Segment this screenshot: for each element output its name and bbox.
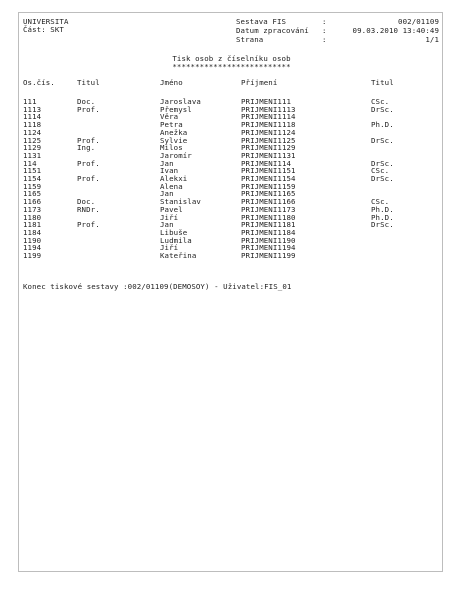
part-label: Část: SKT <box>23 25 64 34</box>
row-id: 1199 <box>23 251 42 260</box>
row-title-post: Ph.D. <box>371 120 394 130</box>
table-row <box>19 252 444 260</box>
row-title-pre: Prof. <box>77 135 100 145</box>
row-id: 1165 <box>23 189 42 199</box>
page-label: Strana <box>236 35 264 44</box>
row-first-name: Milos <box>160 143 183 153</box>
report-title: Tisk osob z číselníku osob <box>172 54 291 63</box>
row-first-name: Alena <box>160 181 183 191</box>
row-title-post: Ph.D. <box>371 212 394 222</box>
row-last-name: PRIJMENI114 <box>241 158 292 168</box>
row-id: 114 <box>23 158 37 168</box>
row-id: 1154 <box>23 174 42 183</box>
row-id: 1114 <box>23 112 42 122</box>
row-first-name: Jiří <box>160 243 179 253</box>
page-sep: : <box>322 35 327 44</box>
report-footer: Konec tiskové sestavy :002/01109(DEMOSOY) - Uživatel:FIS_01 <box>23 282 292 291</box>
row-first-name: Pavel <box>160 204 183 214</box>
row-id: 1173 <box>23 204 42 214</box>
row-title-pre: RNDr. <box>77 204 100 214</box>
row-title-pre: Prof. <box>77 104 100 114</box>
table-header <box>19 79 444 87</box>
row-title-post: CSc. <box>371 97 390 106</box>
row-id: 111 <box>23 97 37 106</box>
row-title-pre: Prof. <box>77 174 100 183</box>
row-title-post: DrSc. <box>371 220 394 230</box>
row-title-post: Ph.D. <box>371 204 394 214</box>
row-first-name: Ludmila <box>160 235 192 245</box>
row-last-name: PRIJMENI1114 <box>241 112 296 122</box>
row-first-name: Přemysl <box>160 104 192 114</box>
row-first-name: Petra <box>160 120 183 130</box>
row-first-name: Sylvie <box>160 135 188 145</box>
row-last-name: PRIJMENI1129 <box>241 143 296 153</box>
row-last-name: PRIJMENI1124 <box>241 127 296 137</box>
date-sep: : <box>322 26 327 35</box>
row-id: 1151 <box>23 166 42 176</box>
col-header-title-post: Titul <box>371 78 394 87</box>
row-title-pre: Doc. <box>77 97 96 106</box>
row-id: 1118 <box>23 120 42 130</box>
title-underline: ************************** <box>172 62 291 71</box>
row-id: 1166 <box>23 197 42 207</box>
row-first-name: Jaromír <box>160 150 192 160</box>
row-id: 1194 <box>23 243 42 253</box>
report-value: 002/01109 <box>398 17 439 26</box>
col-header-first-name: Jméno <box>160 78 183 87</box>
row-title-post: DrSc. <box>371 174 394 183</box>
row-first-name: Jaroslava <box>160 97 201 106</box>
report-label: Sestava FIS <box>236 17 287 26</box>
row-title-pre: Doc. <box>77 197 96 207</box>
row-last-name: PRIJMENI1113 <box>241 104 296 114</box>
row-first-name: Jan <box>160 158 174 168</box>
row-id: 1180 <box>23 212 42 222</box>
row-last-name: PRIJMENI1166 <box>241 197 296 207</box>
row-last-name: PRIJMENI1181 <box>241 220 296 230</box>
row-last-name: PRIJMENI1194 <box>241 243 296 253</box>
date-value: 09.03.2010 13:40:49 <box>352 26 439 35</box>
col-header-last-name: Příjmení <box>241 78 278 87</box>
row-id: 1181 <box>23 220 42 230</box>
row-id: 1113 <box>23 104 42 114</box>
row-title-post: DrSc. <box>371 135 394 145</box>
row-first-name: Libuše <box>160 227 188 237</box>
page-number: 1/1 <box>425 35 439 44</box>
report-page <box>18 12 443 572</box>
row-last-name: PRIJMENI1125 <box>241 135 296 145</box>
row-first-name: Jiří <box>160 212 179 222</box>
row-last-name: PRIJMENI1118 <box>241 120 296 130</box>
row-last-name: PRIJMENI1151 <box>241 166 296 176</box>
row-first-name: Stanislav <box>160 197 201 207</box>
row-title-post: CSc. <box>371 166 390 176</box>
row-first-name: Alekxi <box>160 174 188 183</box>
row-last-name: PRIJMENI1154 <box>241 174 296 183</box>
org-name: UNIVERSITA <box>23 17 69 26</box>
row-id: 1124 <box>23 127 42 137</box>
row-id: 1125 <box>23 135 42 145</box>
row-first-name: Věra <box>160 112 179 122</box>
row-first-name: Anežka <box>160 127 188 137</box>
row-id: 1131 <box>23 150 42 160</box>
row-last-name: PRIJMENI1173 <box>241 204 296 214</box>
row-last-name: PRIJMENI1159 <box>241 181 296 191</box>
row-title-post: CSc. <box>371 197 390 207</box>
row-last-name: PRIJMENI1199 <box>241 251 296 260</box>
row-last-name: PRIJMENI1180 <box>241 212 296 222</box>
row-last-name: PRIJMENI1165 <box>241 189 296 199</box>
date-label: Datum zpracování <box>236 26 309 35</box>
row-id: 1159 <box>23 181 42 191</box>
row-id: 1184 <box>23 227 42 237</box>
row-first-name: Ivan <box>160 166 179 176</box>
row-last-name: PRIJMENI111 <box>241 97 292 106</box>
row-id: 1129 <box>23 143 42 153</box>
row-title-post: DrSc. <box>371 158 394 168</box>
row-first-name: Kateřina <box>160 251 197 260</box>
row-last-name: PRIJMENI1184 <box>241 227 296 237</box>
col-header-id: Os.čís. <box>23 78 55 87</box>
row-title-post: DrSc. <box>371 104 394 114</box>
row-title-pre: Prof. <box>77 158 100 168</box>
row-title-pre: Ing. <box>77 143 96 153</box>
row-id: 1190 <box>23 235 42 245</box>
row-title-pre: Prof. <box>77 220 100 230</box>
row-first-name: Jan <box>160 189 174 199</box>
row-last-name: PRIJMENI1131 <box>241 150 296 160</box>
row-first-name: Jan <box>160 220 174 230</box>
row-last-name: PRIJMENI1190 <box>241 235 296 245</box>
col-header-title-pre: Titul <box>77 78 100 87</box>
report-sep: : <box>322 17 327 26</box>
